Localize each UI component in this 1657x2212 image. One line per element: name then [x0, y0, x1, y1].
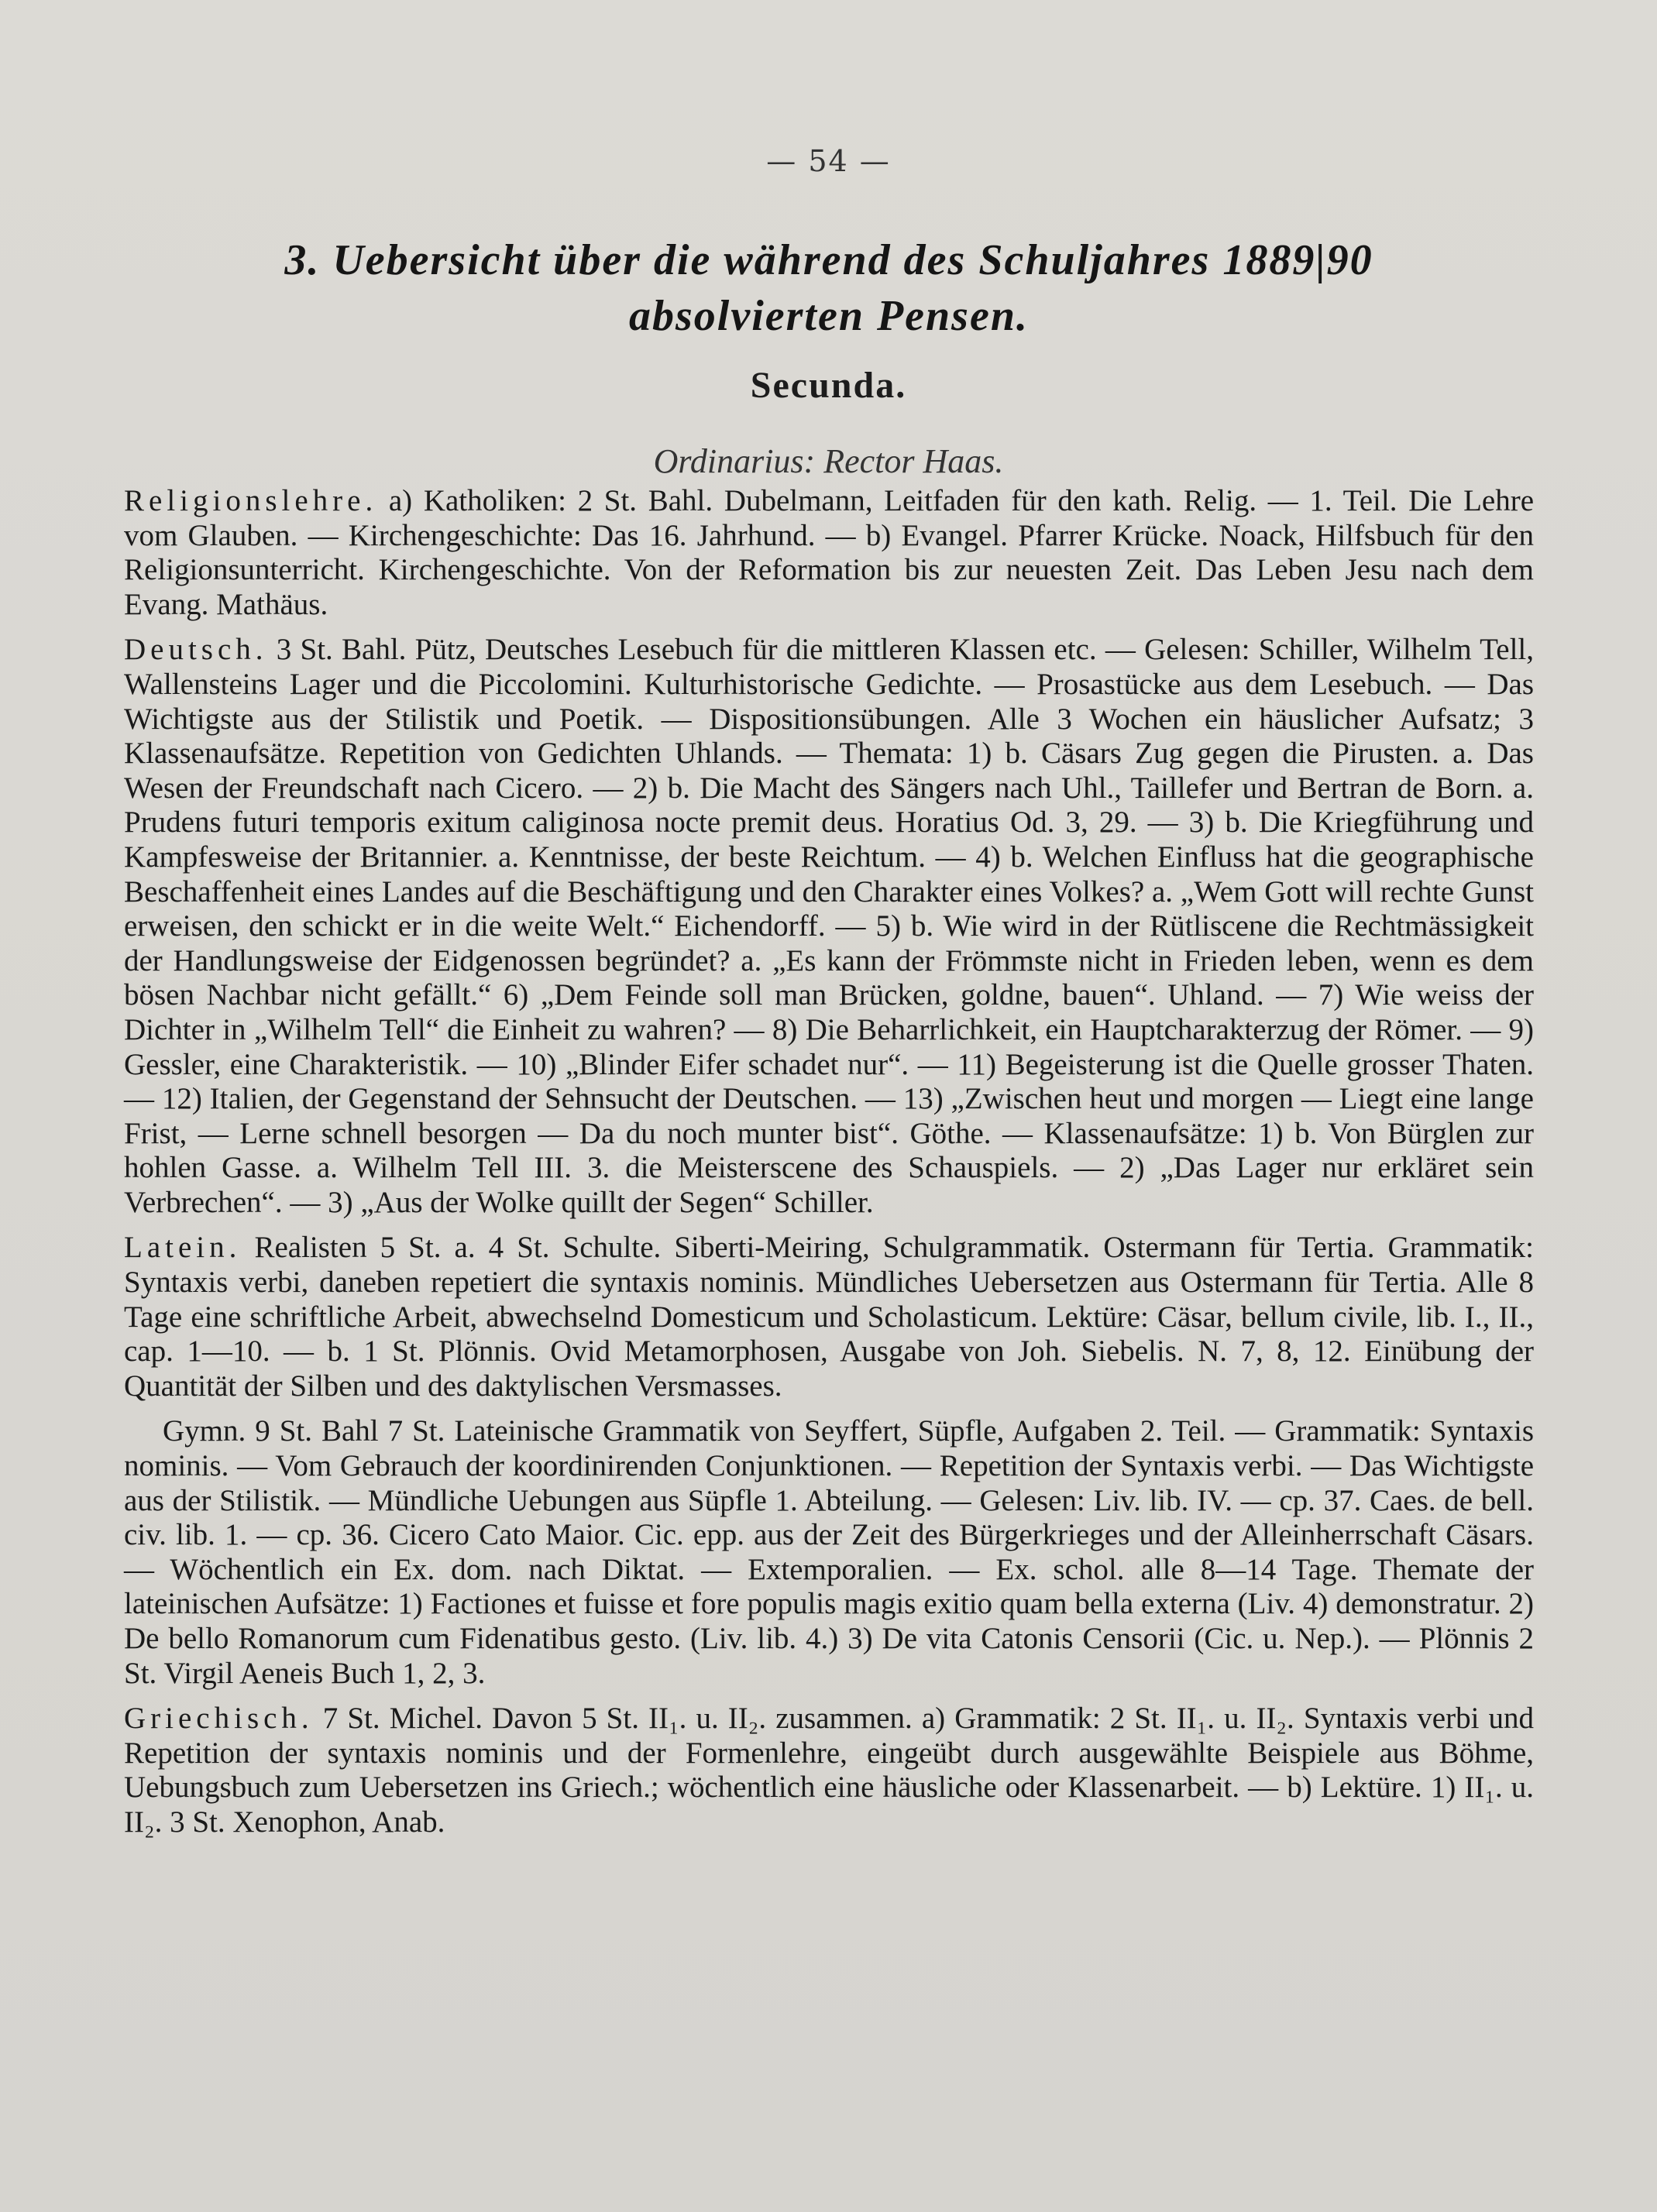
- page-number: — 54 —: [766, 144, 891, 178]
- subject-deutsch: [124, 633, 1534, 1220]
- subject-latein-gymn: [124, 1414, 1534, 1691]
- ordinarius-line: Ordinarius: Rector Haas.: [653, 442, 1004, 480]
- subject-heading: Religionslehre.: [124, 484, 378, 517]
- subject-body: Realisten 5 St. a. 4 St. Schulte. Siberti-Meiring, Schulgrammatik. Ostermann für Tertia. Grammatik: Syntaxis verbi, daneben repetiert die syntaxis nominis. Mündliches Uebersetzen aus Ostermann für Tertia. Alle 8 Tage eine schriftliche Arbeit, abwechselnd Domesticum und Scholasticum. Lektüre: Cäsar, bellum civile, lib. I., II., cap. 1—10. — b. 1 St. Plönnis. Ovid Metamorphosen, Ausgabe von Joh. Siebelis. N. 7, 8, 12. Einübung der Quantität der Silben und des daktylischen Versmasses.: [124, 1231, 1534, 1403]
- subject-body: Gymn. 9 St. Bahl 7 St. Lateinische Grammatik von Seyffert, Süpfle, Aufgaben 2. Teil. — Grammatik: Syntaxis nominis. — Vom Gebrauch der koordinirenden Conjunktionen. — Repetition der Syntaxis verbi. — Das Wichtigste aus der Stilistik. — Mündliche Uebungen aus Süpfle 1. Abteilung. — Gelesen: Liv. lib. IV. — cp. 37. Caes. de bell. civ. lib. 1. — cp. 36. Cicero Cato Maior. Cic. epp. aus der Zeit des Bürgerkrieges und der Alleinherrschaft Cäsars. — Wöchentlich ein Ex. dom. nach Diktat. — Extemporalien. — Ex. schol. alle 8—14 Tage. Themate der lateinischen Aufsätze: 1) Factiones et fuisse et fore populis magis exitio quam bella externa (Liv. 4) demonstratur. 2) De bello Romanorum cum Fidenatibus gesto. (Liv. lib. 4.) 3) De vita Catonis Censorii (Cic. u. Nep.). — Plönnis 2 St. Virgil Aeneis Buch 1, 2, 3.: [124, 1414, 1534, 1690]
- subject-body: 7 St. Michel. Davon 5 St. II₁. u. II₂. zusammen. a) Grammatik: 2 St. II₁. u. II₂. Syntaxis verbi und Repetition der syntaxis nominis und der Formenlehre, eingeübt durch ausgewählte Beispiele aus Böhme, Uebungsbuch zum Uebersetzen ins Griech.; wöchentlich eine häusliche oder Klassenarbeit. — b) Lektüre. 1) II₁. u. II₂. 3 St. Xenophon, Anab.: [124, 1702, 1535, 1839]
- page-title: [155, 232, 1503, 344]
- subject-body: 3 St. Bahl. Pütz, Deutsches Lesebuch für die mittleren Klassen etc. — Gelesen: Schiller, Wilhelm Tell, Wallensteins Lager und die Piccolomini. Kulturhistorische Gedichte. — Prosastücke aus dem Lesebuch. — Das Wichtigste aus der Stilistik und Poetik. — Dispositionsübungen. Alle 3 Wochen ein häuslicher Aufsatz; 3 Klassenaufsätze. Repetition von Gedichten Uhlands. — Themata: 1) b. Cäsars Zug gegen die Pirusten. a. Das Wesen der Freundschaft nach Cicero. — 2) b. Die Macht des Sängers nach Uhl., Taillefer und Bertran de Born. a. Prudens futuri temporis exitum caliginosa nocte premit deus. Horatius Od. 3, 29. — 3) b. Die Kriegführung und Kampfesweise der Britannier. a. Kenntnisse, der beste Reichtum. — 4) b. Welchen Einfluss hat die geographische Beschaffenheit eines Landes auf die Beschäftigung und den Charakter eines Volkes? a. „Wem Gott will rechte Gunst erweisen, den schickt er in die weite Welt.“ Eichendorff. — 5) b. Wie wird in der Rütliscene die Rechtmässigkeit der Handlungsweise der Eidgenossen begründet? a. „Es kann der Frömmste nicht in Frieden leben, wenn es dem bösen Nachbar nicht gefällt.“ 6) „Dem Feinde soll man Brücken, goldne, bauen“. Uhland. — 7) Wie weiss der Dichter in „Wilhelm Tell“ die Einheit zu wahren? — 8) Die Beharrlichkeit, ein Hauptcharakterzug der Römer. — 9) Gessler, eine Charakteristik. — 10) „Blinder Eifer schadet nur“. — 11) Begeisterung ist die Quelle grosser Thaten. — 12) Italien, der Gegenstand der Sehnsucht der Deutschen. — 13) „Zwischen heut und morgen — Liegt eine lange Frist, — Lerne schnell besorgen — Da du noch munter bist“. Göthe. — Klassenaufsätze: 1) b. Von Bürglen zur hohlen Gasse. a. Wilhelm Tell III. 3. die Meisterscene des Schauspiels. — 2) „Das Lager nur erkläret sein Verbrechen“. — 3) „Aus der Wolke quillt der Segen“ Schiller.: [124, 633, 1535, 1219]
- subject-body: a) Katholiken: 2 St. Bahl. Dubelmann, Leitfaden für den kath. Relig. — 1. Teil. Die Lehre vom Glauben. — Kirchengeschichte: Das 16. Jahrhund. — b) Evangel. Pfarrer Krücke. Noack, Hilfsbuch für den Religionsunterricht. Kirchengeschichte. Von der Reformation bis zur neuesten Zeit. Das Leben Jesu nach dem Evang. Mathäus.: [124, 484, 1535, 621]
- subject-heading: Deutsch.: [124, 633, 268, 667]
- subject-latein: [124, 1231, 1534, 1403]
- subject-griechisch: [124, 1702, 1534, 1839]
- class-heading: Secunda.: [750, 365, 907, 406]
- title-line-2: absolvierten Pensen.: [629, 292, 1029, 340]
- subject-heading: Latein.: [124, 1231, 242, 1265]
- subjects-text: [124, 484, 1534, 1851]
- subject-religion: [124, 484, 1534, 622]
- title-line-1: 3. Uebersicht über die während des Schuljahres 1889|90: [284, 236, 1373, 284]
- subject-heading: Griechisch.: [124, 1702, 314, 1736]
